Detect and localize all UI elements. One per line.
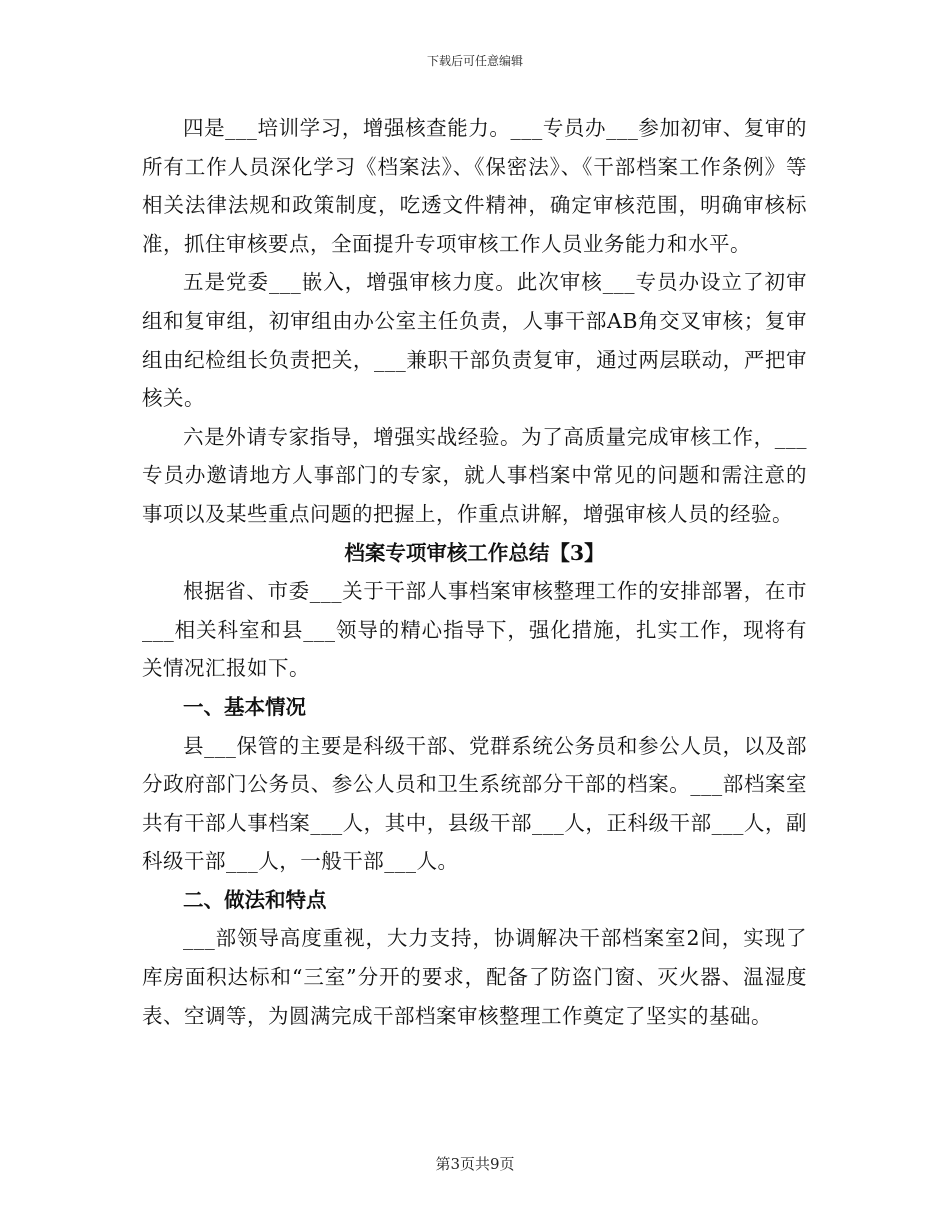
paragraph-basic-situation: 县___保管的主要是科级干部、党群系统公务员和参公人员，以及部分政府部门公务员、参公人员和卫生系统部分干部的档案。___部档案室共有干部人事档案___人，其中，县级干部___人，正科级干部___人，副科级干部___人，一般干部___人。: [142, 733, 807, 874]
download-note: 下载后可任意编辑: [426, 54, 523, 68]
heading-basic-situation: 一、基本情况: [183, 694, 306, 719]
paragraph-intro: 根据省、市委___关于干部人事档案审核整理工作的安排部署，在市___相关科室和县___领导的精心指导下，强化措施，扎实工作，现将有关情况汇报如下。: [142, 579, 807, 681]
paragraph-training: 四是___培训学习，增强核查能力。___专员办___参加初审、复审的所有工作人员深化学习《档案法》、《保密法》、《干部档案工作条例》等相关法律法规和政策制度，吃透文件精神，确定审核范围，明确审核标准，抓住审核要点，全面提升专项审核工作人员业务能力和水平。: [142, 116, 807, 256]
page-number: 第3页共9页: [435, 1155, 515, 1173]
paragraph-methods: ___部领导高度重视，大力支持，协调解决干部档案室2间，实现了库房面积达标和“三室”分开的要求，配备了防盗门窗、灭火器、温湿度表、空调等，为圆满完成干部档案审核整理工作奠定了坚实的基础。: [142, 926, 807, 1028]
paragraph-expert-guidance: 六是外请专家指导，增强实战经验。为了高质量完成审核工作，___专员办邀请地方人事部门的专家，就人事档案中常见的问题和需注意的事项以及某些重点问题的把握上，作重点讲解，增强审核人员的经验。: [142, 424, 807, 526]
heading-methods: 二、做法和特点: [183, 887, 327, 912]
section-title: 档案专项审核工作总结【3】: [344, 540, 605, 565]
document-body: [142, 109, 807, 1035]
paragraph-party-committee: 五是党委___嵌入，增强审核力度。此次审核___专员办设立了初审组和复审组，初审组由办公室主任负责，人事干部AB角交叉审核；复审组由纪检组长负责把关，___兼职干部负责复审，通过两层联动，严把审核关。: [142, 270, 807, 411]
